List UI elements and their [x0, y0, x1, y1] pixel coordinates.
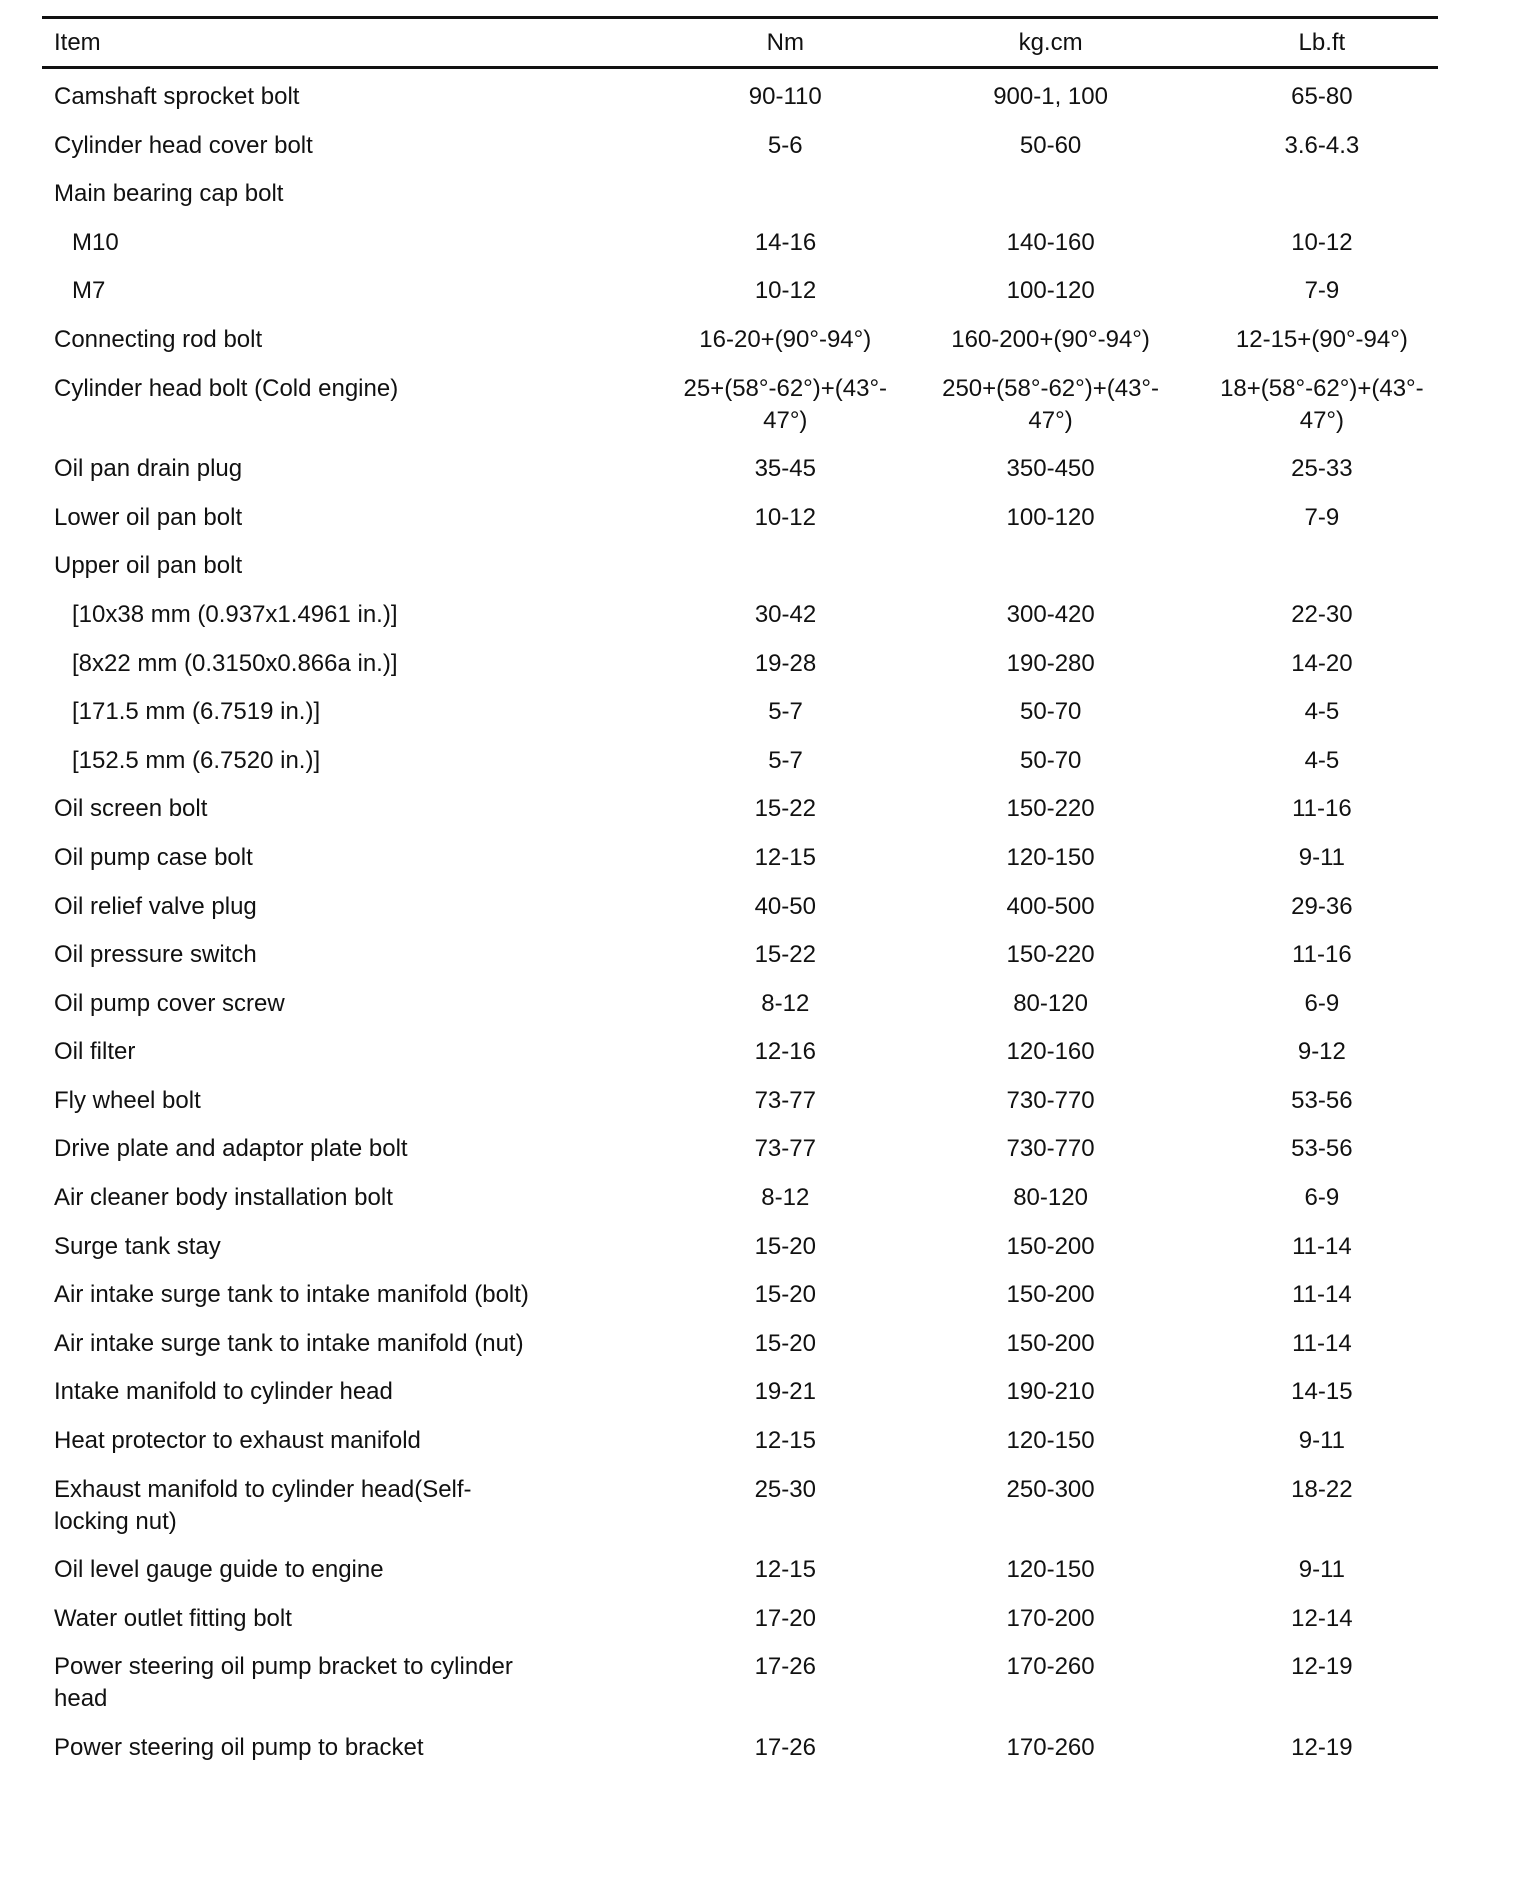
table-row [42, 130, 1438, 179]
row-item: Air cleaner body installation bolt [54, 1184, 393, 1212]
row-item: Heat protector to exhaust manifold [54, 1427, 421, 1455]
table-row [42, 648, 1438, 697]
row-nm: 12-15 [754, 1556, 816, 1584]
row-item: Lower oil pan bolt [54, 503, 243, 531]
row-kgcm: 730-770 [1006, 1135, 1095, 1163]
row-lbft: 25-33 [1291, 455, 1353, 483]
table-row [42, 745, 1438, 794]
row-nm: 90-110 [748, 83, 822, 110]
row-lbft: 18-22 [1291, 1475, 1353, 1503]
row-item: [152.5 mm (6.7520 in.)] [72, 746, 321, 774]
row-kgcm: 250+(58°-62°)+(43°- 47°) [942, 374, 1160, 434]
header-lbft: Lb.ft [1298, 28, 1346, 56]
row-kgcm: 150-220 [1006, 795, 1095, 823]
row-kgcm: 100-120 [1006, 277, 1095, 305]
header-kgcm: kg.cm [1018, 28, 1083, 56]
row-nm: 5-7 [768, 746, 803, 774]
row-nm: 17-20 [754, 1604, 816, 1632]
row-lbft: 22-30 [1291, 600, 1353, 628]
table-row [42, 550, 1438, 599]
row-item: Oil screen bolt [54, 795, 208, 823]
row-lbft: 4-5 [1304, 698, 1340, 726]
row-kgcm: 50-70 [1020, 698, 1082, 726]
row-kgcm: 900-1, 100 [993, 83, 1108, 110]
row-item: Air intake surge tank to intake manifold (bolt) [54, 1281, 529, 1309]
table-row [42, 793, 1438, 842]
table-row [42, 1231, 1438, 1280]
row-lbft: 7-9 [1304, 503, 1340, 531]
row-lbft: 10-12 [1291, 228, 1353, 256]
row-lbft: 11-14 [1292, 1281, 1352, 1309]
header-bottom-rule [42, 66, 1438, 69]
row-kgcm: 120-150 [1006, 843, 1095, 871]
header-item: Item [54, 28, 101, 56]
table-row [42, 1279, 1438, 1328]
row-item: Oil pump cover screw [54, 989, 285, 1017]
row-nm [669, 178, 901, 210]
row-kgcm: 250-300 [1006, 1475, 1095, 1503]
row-nm: 15-20 [754, 1281, 816, 1309]
table-row [42, 891, 1438, 940]
table-row [42, 1182, 1438, 1231]
row-item: Oil pressure switch [54, 941, 257, 969]
table-row [42, 1425, 1438, 1474]
row-lbft: 6-9 [1304, 989, 1340, 1017]
row-item: Water outlet fitting bolt [54, 1604, 292, 1632]
table-row [42, 1085, 1438, 1134]
row-kgcm: 400-500 [1006, 892, 1095, 920]
row-kgcm [934, 178, 1166, 210]
row-lbft: 11-14 [1292, 1329, 1352, 1357]
row-nm: 10-12 [754, 277, 817, 305]
table-row [42, 1036, 1438, 1085]
row-lbft: 12-15+(90°-94°) [1235, 325, 1408, 353]
row-kgcm: 120-160 [1006, 1038, 1095, 1066]
table-row [42, 373, 1438, 454]
row-lbft: 9-12 [1297, 1038, 1346, 1066]
row-lbft: 4-5 [1304, 746, 1340, 774]
table-row [42, 227, 1438, 276]
row-kgcm: 80-120 [1013, 989, 1088, 1017]
row-kgcm: 160-200+(90°-94°) [951, 325, 1150, 353]
row-item: Cylinder head cover bolt [54, 131, 313, 159]
row-nm: 8-12 [761, 989, 810, 1017]
row-kgcm: 140-160 [1006, 228, 1095, 256]
table-row [42, 275, 1438, 324]
row-lbft: 29-36 [1291, 892, 1353, 920]
row-kgcm: 190-280 [1006, 649, 1095, 677]
row-kgcm: 150-200 [1006, 1281, 1095, 1309]
row-lbft: 3.6-4.3 [1284, 131, 1360, 159]
row-kgcm: 170-260 [1006, 1653, 1095, 1681]
row-nm: 25-30 [754, 1475, 816, 1503]
row-item: Exhaust manifold to cylinder head(Self- locking nut) [54, 1475, 472, 1535]
row-item: Main bearing cap bolt [54, 180, 284, 208]
row-item: Fly wheel bolt [54, 1086, 201, 1114]
row-lbft: 11-16 [1292, 941, 1352, 969]
row-nm: 30-42 [754, 600, 817, 628]
header-nm: Nm [766, 28, 804, 56]
table-row [42, 1554, 1438, 1603]
row-lbft: 9-11 [1298, 843, 1345, 871]
row-nm: 73-77 [754, 1086, 816, 1114]
row-nm: 73-77 [754, 1135, 816, 1163]
row-lbft [1206, 178, 1438, 210]
row-lbft: 18+(58°-62°)+(43°- 47°) [1220, 374, 1424, 434]
table-row [42, 502, 1438, 551]
row-lbft: 12-19 [1291, 1734, 1353, 1761]
row-item: M7 [72, 277, 106, 305]
table-row [42, 1651, 1438, 1732]
row-item: Cylinder head bolt (Cold engine) [54, 374, 399, 402]
row-nm: 17-26 [754, 1653, 816, 1681]
row-lbft: 12-19 [1291, 1653, 1353, 1681]
table-header [42, 19, 1438, 66]
row-lbft: 6-9 [1304, 1184, 1340, 1212]
row-item: [171.5 mm (6.7519 in.)] [72, 698, 321, 726]
row-item: Connecting rod bolt [54, 325, 263, 353]
row-item: [8x22 mm (0.3150x0.866a in.)] [72, 649, 398, 677]
row-kgcm: 120-150 [1006, 1556, 1095, 1584]
row-lbft: 65-80 [1291, 83, 1353, 110]
row-kgcm: 50-60 [1019, 131, 1082, 159]
row-item: Upper oil pan bolt [54, 552, 243, 580]
row-item: [10x38 mm (0.937x1.4961 in.)] [72, 600, 398, 628]
row-nm: 14-16 [754, 228, 817, 256]
row-nm: 8-12 [761, 1184, 810, 1212]
row-kgcm: 300-420 [1006, 600, 1095, 628]
row-lbft: 11-16 [1292, 795, 1352, 823]
table-row [42, 939, 1438, 988]
row-nm: 12-15 [754, 1427, 816, 1455]
row-item: Oil filter [54, 1038, 136, 1066]
table-row [42, 988, 1438, 1037]
row-nm: 5-7 [768, 698, 803, 726]
row-item: Power steering oil pump bracket to cylinder head [54, 1653, 513, 1713]
row-kgcm: 350-450 [1006, 455, 1095, 483]
row-nm: 17-26 [754, 1734, 816, 1761]
row-kgcm: 100-120 [1006, 503, 1095, 531]
row-nm: 10-12 [754, 503, 816, 531]
row-item: Drive plate and adaptor plate bolt [54, 1135, 408, 1163]
row-nm: 16-20+(90°-94°) [699, 325, 872, 353]
row-nm: 19-21 [754, 1378, 816, 1406]
row-kgcm: 50-70 [1020, 746, 1082, 774]
row-item: Oil pump case bolt [54, 843, 253, 871]
row-lbft: 7-9 [1304, 277, 1340, 305]
table-row [42, 453, 1438, 502]
row-kgcm: 150-220 [1006, 941, 1095, 969]
row-item: Intake manifold to cylinder head [54, 1378, 393, 1406]
row-kgcm: 170-200 [1006, 1604, 1095, 1632]
row-kgcm: 150-200 [1006, 1232, 1095, 1260]
row-nm: 5-6 [767, 131, 803, 159]
row-lbft: 14-20 [1291, 649, 1353, 677]
row-lbft: 11-14 [1292, 1232, 1352, 1260]
table-row [42, 1133, 1438, 1182]
row-item: Surge tank stay [54, 1232, 221, 1260]
row-nm: 25+(58°-62°)+(43°- 47°) [683, 374, 888, 434]
row-nm: 40-50 [754, 892, 816, 920]
table-row [42, 1376, 1438, 1425]
row-nm: 15-20 [754, 1329, 816, 1357]
row-item: Oil level gauge guide to engine [54, 1556, 384, 1584]
row-lbft: 53-56 [1291, 1086, 1353, 1114]
row-lbft [1206, 550, 1438, 582]
table-row [42, 842, 1438, 891]
table-row [42, 599, 1438, 648]
row-item: M10 [72, 228, 119, 256]
table-body [42, 81, 1438, 1781]
table-row [42, 178, 1438, 227]
row-nm: 15-20 [754, 1232, 816, 1260]
row-lbft: 14-15 [1291, 1378, 1353, 1406]
row-nm: 15-22 [754, 941, 816, 969]
row-nm: 19-28 [754, 649, 817, 677]
row-nm: 15-22 [754, 795, 816, 823]
row-kgcm: 120-150 [1006, 1427, 1095, 1455]
row-kgcm [934, 550, 1166, 582]
row-item: Power steering oil pump to bracket [54, 1734, 424, 1761]
row-lbft: 53-56 [1291, 1135, 1353, 1163]
row-kgcm: 150-200 [1006, 1329, 1095, 1357]
table-row [42, 324, 1438, 373]
table-row [42, 1328, 1438, 1377]
row-kgcm: 170-260 [1006, 1734, 1095, 1761]
row-kgcm: 80-120 [1013, 1184, 1088, 1212]
row-nm [669, 550, 901, 582]
table-row [42, 1474, 1438, 1555]
row-nm: 35-45 [754, 455, 816, 483]
row-item: Camshaft sprocket bolt [54, 83, 300, 110]
row-lbft: 9-11 [1298, 1427, 1345, 1455]
row-kgcm: 190-210 [1006, 1378, 1095, 1406]
row-item: Oil pan drain plug [54, 455, 243, 483]
row-item: Air intake surge tank to intake manifold (nut) [54, 1329, 524, 1357]
torque-spec-table [42, 16, 1438, 1781]
row-kgcm: 730-770 [1006, 1086, 1095, 1114]
table-row [42, 1603, 1438, 1652]
table-row [42, 81, 1438, 130]
row-lbft: 9-11 [1298, 1556, 1345, 1584]
table-row [42, 1732, 1438, 1781]
row-lbft: 12-14 [1291, 1604, 1353, 1632]
row-item: Oil relief valve plug [54, 892, 257, 920]
table-row [42, 696, 1438, 745]
row-nm: 12-16 [754, 1038, 816, 1066]
row-nm: 12-15 [754, 843, 816, 871]
